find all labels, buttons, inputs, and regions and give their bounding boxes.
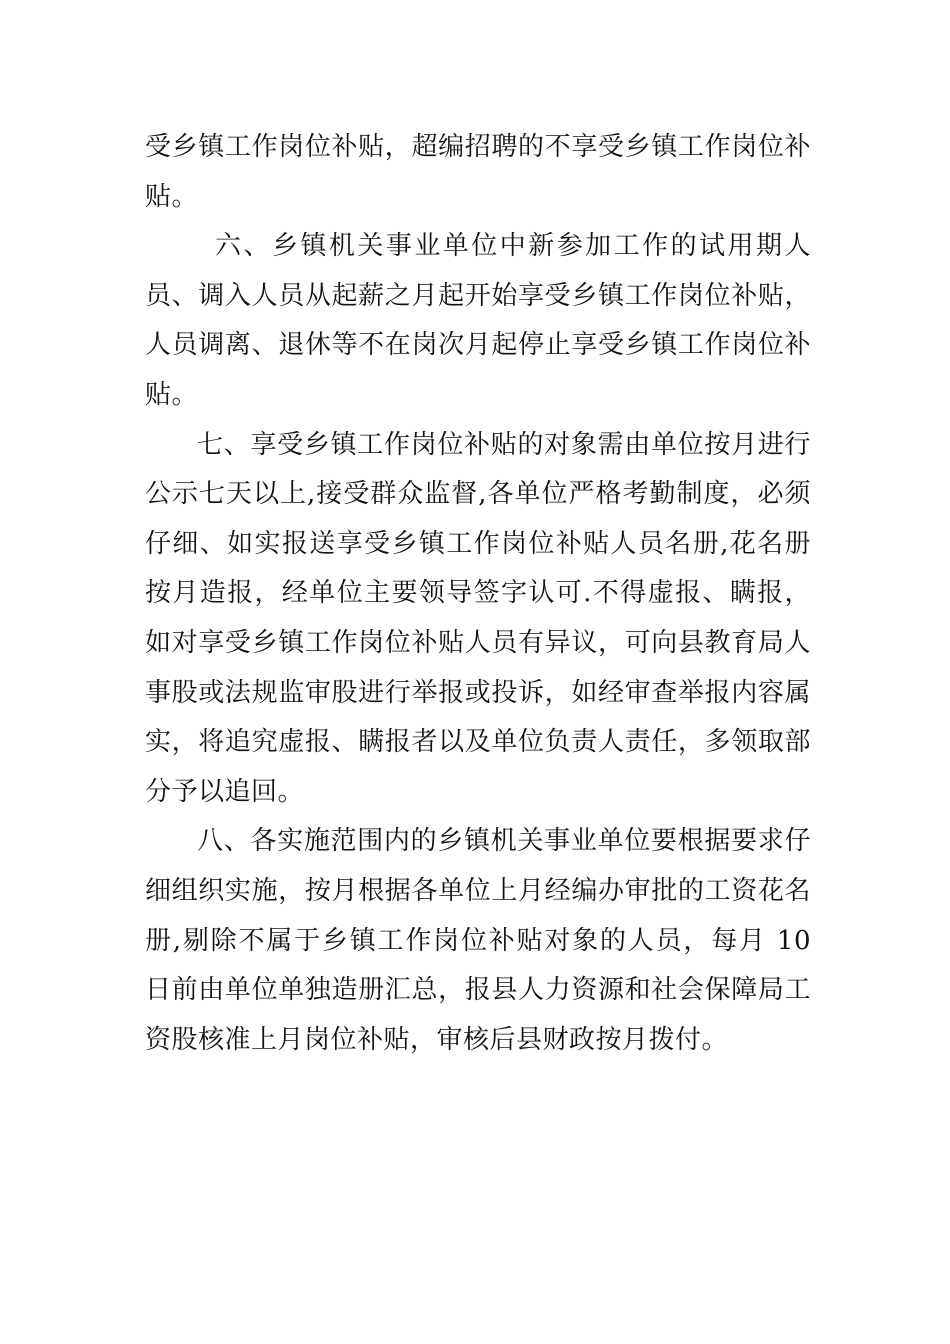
document-body <box>145 123 811 1065</box>
paragraph-continuation: 受乡镇工作岗位补贴，超编招聘的不享受乡镇工作岗位补贴。 <box>145 132 811 212</box>
paragraph-six: 六、乡镇机关事业单位中新参加工作的试用期人员、调入人员从起薪之月起开始享受乡镇工作岗位补贴，人员调离、退休等不在岗次月起停止享受乡镇工作岗位补贴。 <box>145 231 811 410</box>
paragraph-seven: 七、享受乡镇工作岗位补贴的对象需由单位按月进行公示七天以上,接受群众监督,各单位严格考勤制度，必须仔细、如实报送享受乡镇工作岗位补贴人员名册,花名册按月造报，经单位主要领导签字认可.不得虚报、瞒报，如对享受乡镇工作岗位补贴人员有异议，可向县教育局人事股或法规监审股进行举报或投诉，如经审查举报内容属实，将追究虚报、瞒报者以及单位负责人责任，多领取部分予以追回。 <box>145 429 811 807</box>
paragraph-eight: 八、各实施范围内的乡镇机关事业单位要根据要求仔细组织实施，按月根据各单位上月经编办审批的工资花名册,剔除不属于乡镇工作岗位补贴对象的人员，每月 10 日前由单位单独造册汇总，报县人力资源和社会保障局工资股核准上月岗位补贴，审核后县财政按月拨付。 <box>145 826 811 1055</box>
